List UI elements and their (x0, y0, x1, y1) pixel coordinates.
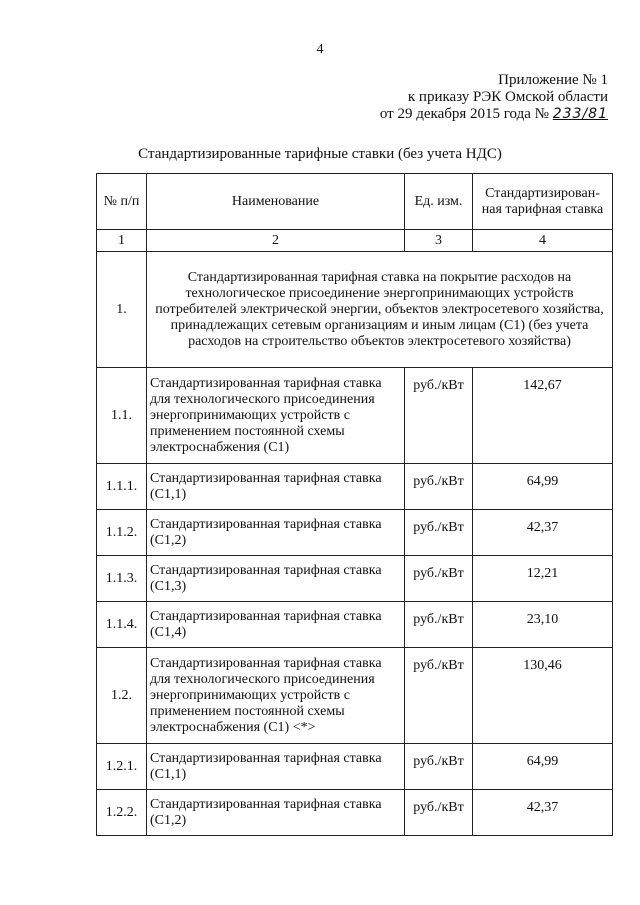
row-number: 1.2. (97, 648, 147, 744)
row-name: Стандартизированная тарифная ставка для технологического присоединения энергопринимающих устройств с применением постоянной схемы электроснабжения (С1) <*> (147, 648, 405, 744)
header-name: Наименование (147, 174, 405, 230)
appendix-title: Приложение № 1 (498, 72, 608, 88)
row-name: Стандартизированная тарифная ставка (С1,2) (147, 790, 405, 836)
table-row (97, 744, 613, 790)
row-number: 1.1.3. (97, 556, 147, 602)
row-unit: руб./кВт (405, 648, 473, 744)
table-row (97, 556, 613, 602)
row-name: Стандартизированная тарифная ставка для технологического присоединения энергопринимающих устройств с применением постоянной схемы электроснабжения (С1) (147, 368, 405, 464)
row-unit: руб./кВт (405, 790, 473, 836)
row-rate: 42,37 (473, 510, 613, 556)
section-number: 1. (97, 252, 147, 368)
row-number: 1.1.1. (97, 464, 147, 510)
table-row (97, 464, 613, 510)
page-number: 4 (316, 42, 324, 57)
column-number: 3 (405, 230, 473, 252)
column-number: 2 (147, 230, 405, 252)
column-number-row (97, 230, 613, 252)
header-rate: Стандартизирован-ная тарифная ставка (473, 174, 613, 230)
table-header-row (97, 174, 613, 230)
table-row (97, 602, 613, 648)
table-row (97, 790, 613, 836)
row-rate: 42,37 (473, 790, 613, 836)
row-rate: 142,67 (473, 368, 613, 464)
row-unit: руб./кВт (405, 744, 473, 790)
tariff-table (96, 173, 613, 836)
row-name: Стандартизированная тарифная ставка (С1,1) (147, 744, 405, 790)
section-row (97, 252, 613, 368)
row-unit: руб./кВт (405, 556, 473, 602)
row-number: 1.1. (97, 368, 147, 464)
row-number: 1.1.2. (97, 510, 147, 556)
row-unit: руб./кВт (405, 368, 473, 464)
header-number: № п/п (97, 174, 147, 230)
column-number: 4 (473, 230, 613, 252)
row-number: 1.2.1. (97, 744, 147, 790)
table-row (97, 648, 613, 744)
appendix-order-ref: к приказу РЭК Омской области (407, 89, 608, 105)
section-title: Стандартизированная тарифная ставка на покрытие расходов на технологическое присоединение энергопринимающих устройств потребителей электрической энергии, объектов электросетевого хозяйства, принадлежащих сетевым организациям и иным лицам (С1) (без учета расходов на строительство объектов электросетевого хозяйства) (147, 252, 613, 368)
document-title: Стандартизированные тарифные ставки (без учета НДС) (138, 146, 502, 162)
column-number: 1 (97, 230, 147, 252)
row-name: Стандартизированная тарифная ставка (С1,2) (147, 510, 405, 556)
row-rate: 23,10 (473, 602, 613, 648)
appendix-date-line (380, 106, 608, 123)
row-unit: руб./кВт (405, 464, 473, 510)
row-number: 1.2.2. (97, 790, 147, 836)
table-row (97, 368, 613, 464)
row-rate: 64,99 (473, 744, 613, 790)
handwritten-order-number: 233/81 (552, 106, 608, 122)
row-name: Стандартизированная тарифная ставка (С1,3) (147, 556, 405, 602)
row-unit: руб./кВт (405, 510, 473, 556)
row-unit: руб./кВт (405, 602, 473, 648)
row-name: Стандартизированная тарифная ставка (С1,4) (147, 602, 405, 648)
appendix-date: от 29 декабря 2015 года № (379, 106, 553, 122)
row-name: Стандартизированная тарифная ставка (С1,1) (147, 464, 405, 510)
row-rate: 130,46 (473, 648, 613, 744)
appendix-header (380, 72, 608, 123)
row-number: 1.1.4. (97, 602, 147, 648)
row-rate: 64,99 (473, 464, 613, 510)
table-row (97, 510, 613, 556)
row-rate: 12,21 (473, 556, 613, 602)
header-unit: Ед. изм. (405, 174, 473, 230)
